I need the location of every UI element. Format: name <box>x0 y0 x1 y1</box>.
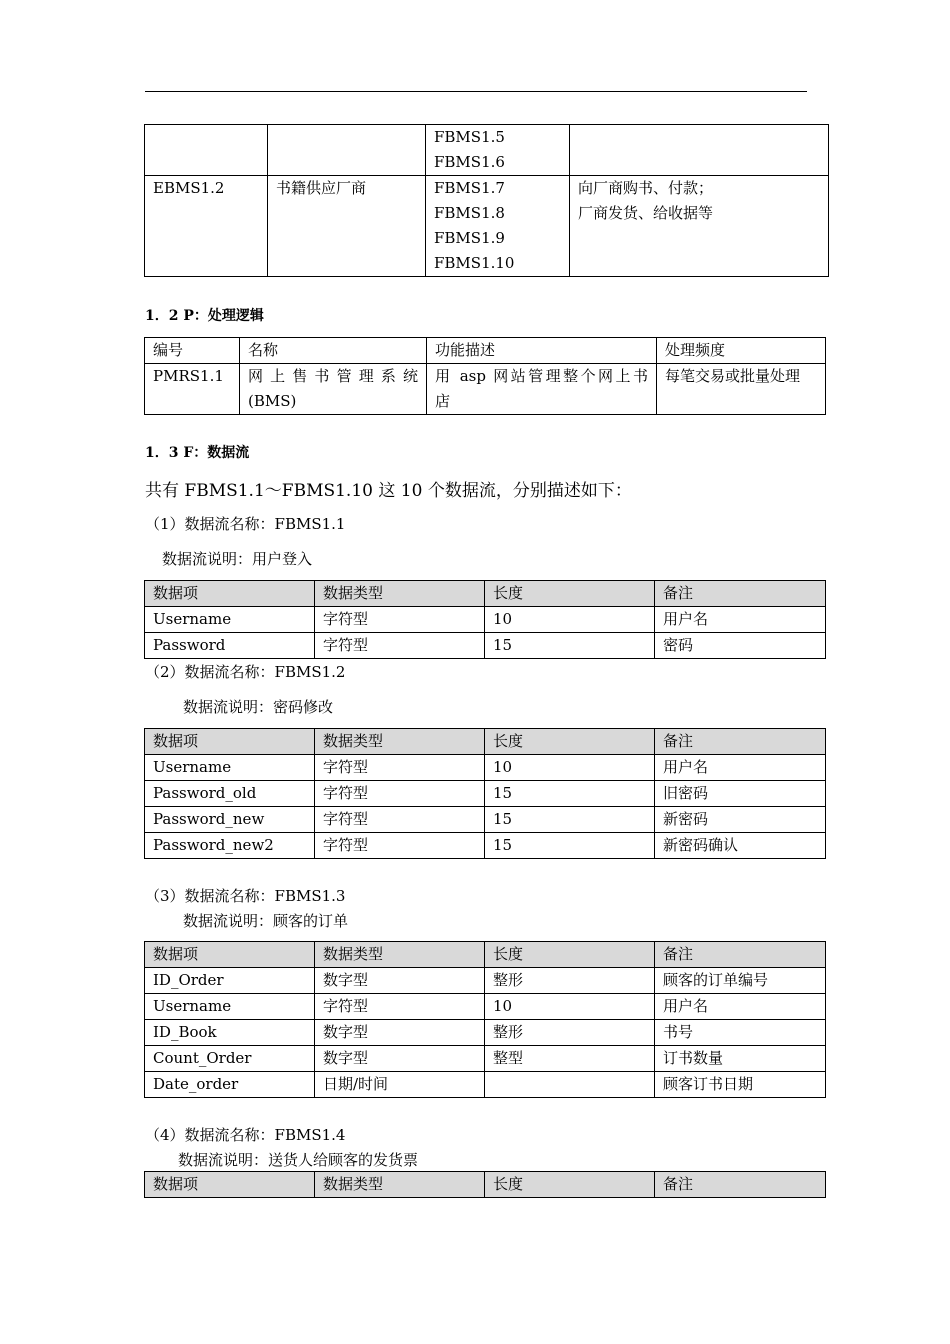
column-header: 备注 <box>655 942 826 968</box>
description-cell <box>570 125 829 176</box>
table-cell: 15 <box>485 833 655 859</box>
data-flow-id: FBMS1.9 <box>434 229 505 247</box>
table-cell: 字符型 <box>315 755 485 781</box>
column-header: 数据项 <box>145 581 315 607</box>
table-cell: 数字型 <box>315 968 485 994</box>
table-cell: 字符型 <box>315 607 485 633</box>
table-cell: 日期/时间 <box>315 1072 485 1098</box>
column-header: 长度 <box>485 581 655 607</box>
column-header: 数据类型 <box>315 942 485 968</box>
table-row <box>145 1020 826 1046</box>
data-flow-id: FBMS1.6 <box>434 153 505 171</box>
column-header: 长度 <box>485 942 655 968</box>
table-cell: 字符型 <box>315 781 485 807</box>
table-cell: 新密码确认 <box>655 833 826 859</box>
flow-title: （2）数据流名称：FBMS1.2 <box>145 663 346 681</box>
column-header: 编号 <box>145 338 240 364</box>
flow-description: 数据流说明：送货人给顾客的发货票 <box>178 1151 419 1169</box>
column-header: 备注 <box>655 581 826 607</box>
external-entity-table <box>144 124 829 277</box>
column-header: 功能描述 <box>427 338 657 364</box>
flow-title: （1）数据流名称：FBMS1.1 <box>145 515 346 533</box>
table-cell: Password_new2 <box>145 833 315 859</box>
data-flow-cell <box>426 125 570 176</box>
process-desc-line: 用 asp 网站管理整个网上书 <box>435 367 648 385</box>
data-flow-cell <box>426 176 570 277</box>
dataflow-intro: 共有 FBMS1.1～FBMS1.10 这 10 个数据流，分别描述如下： <box>145 481 632 501</box>
column-header: 长度 <box>485 1172 655 1198</box>
data-flow-id: FBMS1.10 <box>434 254 515 272</box>
table-row <box>145 807 826 833</box>
table-row <box>145 781 826 807</box>
table-cell: 用户名 <box>655 607 826 633</box>
header-rule <box>145 91 807 92</box>
table-cell: 10 <box>485 755 655 781</box>
flow-title: （3）数据流名称：FBMS1.3 <box>145 887 346 905</box>
table-cell: 15 <box>485 633 655 659</box>
table-cell: 字符型 <box>315 633 485 659</box>
table-cell: 订书数量 <box>655 1046 826 1072</box>
table-cell: Password_new <box>145 807 315 833</box>
process-desc-cell <box>427 364 657 415</box>
table-cell: 10 <box>485 607 655 633</box>
table-row <box>145 968 826 994</box>
column-header: 长度 <box>485 729 655 755</box>
table-cell: 15 <box>485 807 655 833</box>
description-cell <box>570 176 829 277</box>
description-line: 向厂商购书、付款； <box>578 179 714 197</box>
table-cell: Username <box>145 755 315 781</box>
process-id-cell: PMRS1.1 <box>145 364 240 415</box>
table-row <box>145 176 829 277</box>
table-cell: 整形 <box>485 968 655 994</box>
data-flow-id: FBMS1.5 <box>434 128 505 146</box>
table-cell: ID_Order <box>145 968 315 994</box>
process-freq-cell: 每笔交易或批量处理 <box>657 364 826 415</box>
flow-description: 数据流说明：用户登入 <box>162 550 313 568</box>
table-cell: 新密码 <box>655 807 826 833</box>
flow-table-2 <box>144 728 826 859</box>
table-cell: 字符型 <box>315 833 485 859</box>
column-header: 备注 <box>655 1172 826 1198</box>
flow-title: （4）数据流名称：FBMS1.4 <box>145 1126 346 1144</box>
table-cell: 10 <box>485 994 655 1020</box>
process-name-line: (BMS) <box>248 392 297 410</box>
table-cell: ID_Book <box>145 1020 315 1046</box>
column-header: 数据类型 <box>315 729 485 755</box>
column-header: 备注 <box>655 729 826 755</box>
entity-id-cell <box>145 125 268 176</box>
flow-table-3 <box>144 941 826 1098</box>
table-cell: Password <box>145 633 315 659</box>
column-header: 数据类型 <box>315 1172 485 1198</box>
entity-name-cell: 书籍供应厂商 <box>268 176 426 277</box>
table-row <box>145 1072 826 1098</box>
table-header-row <box>145 729 826 755</box>
column-header: 处理频度 <box>657 338 826 364</box>
table-row <box>145 607 826 633</box>
table-cell: 整形 <box>485 1020 655 1046</box>
section-heading-dataflow: 1．3 F：数据流 <box>145 445 250 461</box>
table-cell: 旧密码 <box>655 781 826 807</box>
table-cell: 15 <box>485 781 655 807</box>
table-row <box>145 1046 826 1072</box>
table-cell: Password_old <box>145 781 315 807</box>
entity-id-cell: EBMS1.2 <box>145 176 268 277</box>
column-header: 名称 <box>240 338 427 364</box>
column-header: 数据项 <box>145 729 315 755</box>
flow-description: 数据流说明：顾客的订单 <box>183 912 349 930</box>
table-cell <box>485 1072 655 1098</box>
table-cell: 数字型 <box>315 1020 485 1046</box>
table-cell: Count_Order <box>145 1046 315 1072</box>
table-cell: 书号 <box>655 1020 826 1046</box>
table-header-row <box>145 581 826 607</box>
flow-table-1 <box>144 580 826 659</box>
table-cell: 用户名 <box>655 755 826 781</box>
table-row <box>145 364 826 415</box>
flow-description: 数据流说明：密码修改 <box>183 698 334 716</box>
data-flow-id: FBMS1.7 <box>434 179 505 197</box>
process-name-cell <box>240 364 427 415</box>
table-cell: 顾客订书日期 <box>655 1072 826 1098</box>
column-header: 数据类型 <box>315 581 485 607</box>
data-flow-id: FBMS1.8 <box>434 204 505 222</box>
description-line: 厂商发货、给收据等 <box>578 204 714 222</box>
table-cell: Date_order <box>145 1072 315 1098</box>
table-cell: 字符型 <box>315 807 485 833</box>
table-cell: 用户名 <box>655 994 826 1020</box>
table-cell: 数字型 <box>315 1046 485 1072</box>
table-row <box>145 633 826 659</box>
column-header: 数据项 <box>145 942 315 968</box>
table-row <box>145 755 826 781</box>
table-cell: 字符型 <box>315 994 485 1020</box>
process-name-line: 网 上 售 书 管 理 系 统 <box>248 367 418 385</box>
entity-name-cell <box>268 125 426 176</box>
table-row <box>145 833 826 859</box>
process-table <box>144 337 826 415</box>
table-row <box>145 994 826 1020</box>
flow-table-4 <box>144 1171 826 1198</box>
table-header-row <box>145 1172 826 1198</box>
table-row <box>145 125 829 176</box>
process-desc-line: 店 <box>435 392 451 410</box>
column-header: 数据项 <box>145 1172 315 1198</box>
table-cell: 顾客的订单编号 <box>655 968 826 994</box>
table-cell: 密码 <box>655 633 826 659</box>
table-cell: Username <box>145 994 315 1020</box>
section-heading-process: 1．2 P：处理逻辑 <box>145 308 264 324</box>
table-header-row <box>145 942 826 968</box>
table-cell: 整型 <box>485 1046 655 1072</box>
table-header-row <box>145 338 826 364</box>
table-cell: Username <box>145 607 315 633</box>
